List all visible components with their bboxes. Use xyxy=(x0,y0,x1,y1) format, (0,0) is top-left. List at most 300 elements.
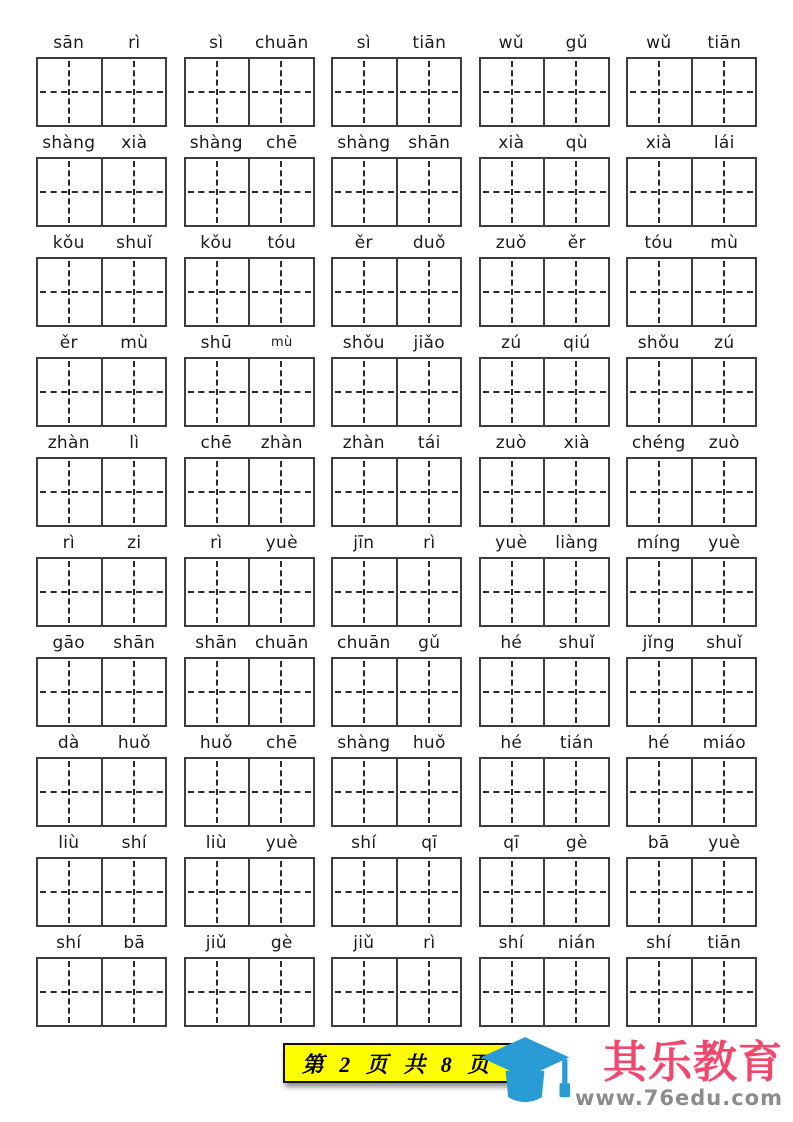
pinyin-syllable: hé xyxy=(647,732,670,753)
writing-box xyxy=(691,859,756,925)
writing-box xyxy=(691,459,756,525)
pinyin-syllable: liù xyxy=(58,832,80,853)
word-group xyxy=(36,328,167,428)
word-group xyxy=(479,128,610,228)
word-group xyxy=(626,528,757,628)
pinyin-syllable: shǒu xyxy=(342,332,385,353)
writing-box xyxy=(543,459,608,525)
pinyin-syllable: tiān xyxy=(412,32,447,53)
pinyin-syllable: wǔ xyxy=(646,32,672,53)
writing-box-pair xyxy=(331,357,462,427)
writing-box xyxy=(628,459,691,525)
pinyin-syllable: tiān xyxy=(707,932,742,953)
writing-box-pair xyxy=(36,957,167,1027)
pinyin-syllable: bā xyxy=(647,832,670,853)
pinyin-syllable: gè xyxy=(565,832,588,853)
word-group xyxy=(184,928,315,1028)
pinyin-labels xyxy=(36,428,167,457)
pinyin-syllable: gǔ xyxy=(565,32,588,53)
writing-box-pair xyxy=(331,557,462,627)
pinyin-syllable: liàng xyxy=(555,532,599,553)
word-group xyxy=(36,428,167,528)
writing-box-pair xyxy=(626,757,757,827)
pinyin-syllable: chuān xyxy=(336,632,391,653)
pinyin-labels xyxy=(184,228,315,257)
word-group xyxy=(626,928,757,1028)
word-group xyxy=(36,28,167,128)
pinyin-labels xyxy=(479,628,610,657)
writing-box xyxy=(691,659,756,725)
pinyin-labels xyxy=(36,528,167,557)
writing-box xyxy=(333,459,396,525)
pinyin-labels xyxy=(184,128,315,157)
pinyin-syllable: chéng xyxy=(631,432,686,453)
writing-box xyxy=(543,559,608,625)
writing-box-pair xyxy=(626,657,757,727)
writing-box-pair xyxy=(331,957,462,1027)
pinyin-labels xyxy=(331,428,462,457)
pinyin-syllable: shǒu xyxy=(637,332,680,353)
pinyin-syllable: shí xyxy=(498,932,524,953)
pinyin-syllable: rì xyxy=(210,532,223,553)
pinyin-syllable: jiǎo xyxy=(413,332,445,353)
pinyin-syllable: lái xyxy=(713,132,735,153)
pinyin-labels xyxy=(184,428,315,457)
writing-box xyxy=(396,959,461,1025)
word-group xyxy=(184,428,315,528)
writing-box-pair xyxy=(479,257,610,327)
writing-box-pair xyxy=(479,657,610,727)
pinyin-syllable: yuè xyxy=(708,532,741,553)
pinyin-labels xyxy=(331,628,462,657)
writing-box xyxy=(248,959,313,1025)
writing-box xyxy=(248,159,313,225)
pinyin-labels xyxy=(331,228,462,257)
writing-box xyxy=(101,859,166,925)
pinyin-syllable: shí xyxy=(646,932,672,953)
pinyin-syllable: ěr xyxy=(59,332,78,353)
word-group xyxy=(331,728,462,828)
writing-box xyxy=(38,559,101,625)
pinyin-syllable: huǒ xyxy=(412,732,446,753)
writing-box xyxy=(101,959,166,1025)
pinyin-labels xyxy=(479,428,610,457)
word-group xyxy=(331,628,462,728)
writing-box xyxy=(628,759,691,825)
writing-box xyxy=(248,359,313,425)
worksheet-row xyxy=(36,728,757,828)
writing-box xyxy=(333,359,396,425)
pinyin-labels xyxy=(626,928,757,957)
writing-box xyxy=(628,59,691,125)
writing-box-pair xyxy=(184,857,315,927)
worksheet-row xyxy=(36,428,757,528)
writing-box xyxy=(38,459,101,525)
writing-box-pair xyxy=(479,157,610,227)
writing-box xyxy=(691,359,756,425)
pinyin-labels xyxy=(626,328,757,357)
pinyin-labels xyxy=(626,28,757,57)
writing-box xyxy=(101,159,166,225)
writing-box-pair xyxy=(626,457,757,527)
pinyin-syllable: rì xyxy=(423,532,436,553)
pinyin-syllable: chuān xyxy=(254,632,309,653)
pinyin-syllable: dà xyxy=(57,732,80,753)
word-group xyxy=(331,428,462,528)
writing-box-pair xyxy=(36,657,167,727)
writing-box-pair xyxy=(184,157,315,227)
writing-box xyxy=(333,659,396,725)
word-group xyxy=(36,828,167,928)
writing-box xyxy=(396,859,461,925)
writing-box xyxy=(628,259,691,325)
writing-box xyxy=(101,459,166,525)
pinyin-syllable: ěr xyxy=(567,232,586,253)
pinyin-syllable: shí xyxy=(56,932,82,953)
pinyin-syllable: yuè xyxy=(265,832,298,853)
pinyin-syllable: hé xyxy=(500,632,523,653)
pinyin-labels xyxy=(479,328,610,357)
pinyin-syllable: tiān xyxy=(707,32,742,53)
writing-box xyxy=(38,759,101,825)
writing-box xyxy=(248,759,313,825)
writing-box xyxy=(628,559,691,625)
writing-box xyxy=(38,859,101,925)
writing-box xyxy=(333,59,396,125)
writing-box xyxy=(38,659,101,725)
pinyin-labels xyxy=(331,828,462,857)
pinyin-labels xyxy=(331,128,462,157)
pinyin-syllable: liù xyxy=(205,832,227,853)
pinyin-syllable: zi xyxy=(127,532,142,553)
pinyin-syllable: tián xyxy=(559,732,594,753)
pinyin-labels xyxy=(36,928,167,957)
pinyin-syllable: xià xyxy=(121,132,148,153)
writing-box xyxy=(248,259,313,325)
word-group xyxy=(184,528,315,628)
writing-box xyxy=(396,259,461,325)
writing-box-pair xyxy=(626,957,757,1027)
writing-box-pair xyxy=(479,957,610,1027)
word-group xyxy=(331,528,462,628)
pinyin-syllable: yuè xyxy=(265,532,298,553)
pinyin-labels xyxy=(331,28,462,57)
writing-box xyxy=(38,59,101,125)
word-group xyxy=(331,328,462,428)
writing-box xyxy=(186,459,249,525)
pinyin-labels xyxy=(479,528,610,557)
writing-box-pair xyxy=(331,57,462,127)
writing-box xyxy=(186,359,249,425)
pinyin-syllable: huǒ xyxy=(117,732,151,753)
brand-website-link[interactable]: www.76edu.com xyxy=(574,1086,783,1111)
writing-box xyxy=(628,159,691,225)
word-group xyxy=(184,128,315,228)
writing-box-pair xyxy=(331,657,462,727)
pinyin-labels xyxy=(36,28,167,57)
writing-box xyxy=(543,259,608,325)
pinyin-labels xyxy=(36,328,167,357)
writing-box xyxy=(396,159,461,225)
writing-box xyxy=(396,459,461,525)
writing-box xyxy=(481,259,544,325)
writing-box xyxy=(186,659,249,725)
pinyin-syllable: kǒu xyxy=(52,232,85,253)
pinyin-syllable: jǐng xyxy=(642,632,675,653)
writing-box-pair xyxy=(36,757,167,827)
pinyin-syllable: shàng xyxy=(337,732,391,753)
pinyin-syllable: huǒ xyxy=(199,732,233,753)
pinyin-syllable: shàng xyxy=(337,132,391,153)
writing-box xyxy=(543,359,608,425)
word-group xyxy=(331,228,462,328)
pinyin-syllable: hé xyxy=(500,732,523,753)
pinyin-syllable: lì xyxy=(129,432,140,453)
pinyin-labels xyxy=(36,228,167,257)
pinyin-syllable: mù xyxy=(270,335,293,350)
word-group xyxy=(36,728,167,828)
word-group xyxy=(626,428,757,528)
pinyin-syllable: zuò xyxy=(708,432,740,453)
word-group xyxy=(36,928,167,1028)
writing-box xyxy=(101,759,166,825)
writing-box-pair xyxy=(479,857,610,927)
writing-box xyxy=(101,359,166,425)
writing-box-pair xyxy=(36,457,167,527)
pinyin-syllable: jiǔ xyxy=(205,932,227,953)
writing-box xyxy=(396,759,461,825)
writing-box-pair xyxy=(331,857,462,927)
pinyin-syllable: tóu xyxy=(644,232,674,253)
word-group xyxy=(184,628,315,728)
page-indicator-text: 第 2 页 共 8 页 xyxy=(301,1051,495,1077)
pinyin-syllable: zhàn xyxy=(47,432,90,453)
writing-box-pair xyxy=(36,57,167,127)
worksheet-row xyxy=(36,928,757,1028)
pinyin-syllable: chē xyxy=(266,132,298,153)
word-group xyxy=(184,28,315,128)
writing-box xyxy=(543,59,608,125)
writing-box-pair xyxy=(479,457,610,527)
pinyin-syllable: yuè xyxy=(495,532,528,553)
pinyin-syllable: jīn xyxy=(353,532,375,553)
writing-box xyxy=(248,459,313,525)
writing-box xyxy=(481,859,544,925)
writing-box xyxy=(101,559,166,625)
word-group xyxy=(184,228,315,328)
pinyin-labels xyxy=(626,228,757,257)
pinyin-syllable: míng xyxy=(636,532,681,553)
pinyin-syllable: sì xyxy=(209,32,224,53)
writing-box xyxy=(543,859,608,925)
writing-box-pair xyxy=(36,257,167,327)
pinyin-syllable: yuè xyxy=(708,832,741,853)
pinyin-syllable: zhàn xyxy=(260,432,303,453)
pinyin-syllable: duǒ xyxy=(412,232,446,253)
writing-box xyxy=(38,259,101,325)
pinyin-labels xyxy=(331,328,462,357)
word-group xyxy=(331,28,462,128)
brand-name: 其乐教育 xyxy=(603,1037,783,1088)
pinyin-syllable: qiú xyxy=(563,332,591,353)
pinyin-syllable: zuò xyxy=(495,432,527,453)
pinyin-syllable: kǒu xyxy=(200,232,233,253)
writing-box-pair xyxy=(331,457,462,527)
worksheet-row xyxy=(36,228,757,328)
writing-box-pair xyxy=(184,757,315,827)
pinyin-syllable: jiǔ xyxy=(353,932,375,953)
word-group xyxy=(626,628,757,728)
writing-box xyxy=(481,559,544,625)
pinyin-labels xyxy=(184,728,315,757)
worksheet-row xyxy=(36,328,757,428)
pinyin-labels xyxy=(184,628,315,657)
writing-box xyxy=(691,959,756,1025)
pinyin-syllable: chē xyxy=(200,432,232,453)
pinyin-syllable: gāo xyxy=(52,632,85,653)
pinyin-syllable: zú xyxy=(714,332,735,353)
writing-box xyxy=(628,359,691,425)
writing-box xyxy=(333,959,396,1025)
writing-box-pair xyxy=(36,857,167,927)
pinyin-syllable: shí xyxy=(351,832,377,853)
writing-box xyxy=(333,559,396,625)
pinyin-labels xyxy=(184,28,315,57)
word-group xyxy=(626,828,757,928)
pinyin-syllable: qī xyxy=(421,832,438,853)
pinyin-syllable: shuǐ xyxy=(706,632,743,653)
pinyin-syllable: shí xyxy=(121,832,147,853)
writing-box xyxy=(186,259,249,325)
pinyin-syllable: sān xyxy=(53,32,85,53)
pinyin-syllable: shàng xyxy=(189,132,243,153)
pinyin-syllable: zuǒ xyxy=(495,232,527,253)
pinyin-labels xyxy=(479,228,610,257)
writing-box xyxy=(481,459,544,525)
writing-box-pair xyxy=(184,57,315,127)
pinyin-labels xyxy=(626,828,757,857)
pinyin-worksheet xyxy=(36,28,757,1028)
pinyin-labels xyxy=(626,128,757,157)
writing-box-pair xyxy=(626,357,757,427)
word-group xyxy=(479,28,610,128)
writing-box xyxy=(481,959,544,1025)
writing-box xyxy=(543,759,608,825)
pinyin-syllable: zú xyxy=(501,332,522,353)
writing-box-pair xyxy=(184,557,315,627)
writing-box xyxy=(543,659,608,725)
writing-box xyxy=(628,959,691,1025)
writing-box xyxy=(396,359,461,425)
pinyin-labels xyxy=(479,128,610,157)
word-group xyxy=(184,728,315,828)
pinyin-syllable: ěr xyxy=(354,232,373,253)
pinyin-syllable: shū xyxy=(200,332,232,353)
writing-box-pair xyxy=(331,157,462,227)
word-group xyxy=(479,928,610,1028)
writing-box-pair xyxy=(626,157,757,227)
pinyin-labels xyxy=(479,728,610,757)
writing-box xyxy=(481,59,544,125)
writing-box xyxy=(481,159,544,225)
writing-box-pair xyxy=(184,357,315,427)
pinyin-syllable: bā xyxy=(123,932,146,953)
pinyin-labels xyxy=(331,928,462,957)
writing-box xyxy=(38,159,101,225)
word-group xyxy=(479,728,610,828)
writing-box-pair xyxy=(626,557,757,627)
word-group xyxy=(184,328,315,428)
writing-box-pair xyxy=(479,757,610,827)
pinyin-labels xyxy=(479,928,610,957)
writing-box xyxy=(186,559,249,625)
pinyin-syllable: xià xyxy=(645,132,672,153)
word-group xyxy=(479,328,610,428)
pinyin-syllable: qī xyxy=(503,832,520,853)
word-group xyxy=(479,428,610,528)
word-group xyxy=(184,828,315,928)
pinyin-labels xyxy=(479,828,610,857)
worksheet-row xyxy=(36,28,757,128)
word-group xyxy=(626,228,757,328)
worksheet-row xyxy=(36,828,757,928)
word-group xyxy=(331,928,462,1028)
pinyin-labels xyxy=(331,728,462,757)
writing-box-pair xyxy=(36,157,167,227)
pinyin-syllable: wǔ xyxy=(498,32,524,53)
writing-box-pair xyxy=(184,457,315,527)
writing-box xyxy=(396,659,461,725)
writing-box xyxy=(628,859,691,925)
writing-box xyxy=(333,159,396,225)
writing-box xyxy=(101,59,166,125)
writing-box xyxy=(691,759,756,825)
pinyin-labels xyxy=(626,728,757,757)
writing-box-pair xyxy=(331,257,462,327)
pinyin-labels xyxy=(479,28,610,57)
pinyin-syllable: rì xyxy=(128,32,141,53)
writing-box xyxy=(543,159,608,225)
writing-box xyxy=(691,159,756,225)
pinyin-syllable: shuǐ xyxy=(558,632,595,653)
pinyin-labels xyxy=(626,528,757,557)
word-group xyxy=(626,728,757,828)
pinyin-labels xyxy=(184,528,315,557)
word-group xyxy=(36,528,167,628)
pinyin-syllable: gǔ xyxy=(418,632,441,653)
writing-box xyxy=(481,359,544,425)
pinyin-labels xyxy=(626,628,757,657)
writing-box xyxy=(396,59,461,125)
word-group xyxy=(626,128,757,228)
pinyin-syllable: nián xyxy=(557,932,596,953)
brand-logo[interactable] xyxy=(479,1034,783,1122)
writing-box-pair xyxy=(479,557,610,627)
graduation-cap-icon xyxy=(479,1034,571,1122)
writing-box xyxy=(543,959,608,1025)
word-group xyxy=(36,228,167,328)
pinyin-syllable: chē xyxy=(266,732,298,753)
pinyin-syllable: gè xyxy=(270,932,293,953)
writing-box xyxy=(333,259,396,325)
pinyin-syllable: zhàn xyxy=(342,432,385,453)
writing-box xyxy=(248,559,313,625)
writing-box-pair xyxy=(36,357,167,427)
pinyin-syllable: mù xyxy=(710,232,739,253)
writing-box xyxy=(481,659,544,725)
pinyin-labels xyxy=(626,428,757,457)
writing-box xyxy=(396,559,461,625)
